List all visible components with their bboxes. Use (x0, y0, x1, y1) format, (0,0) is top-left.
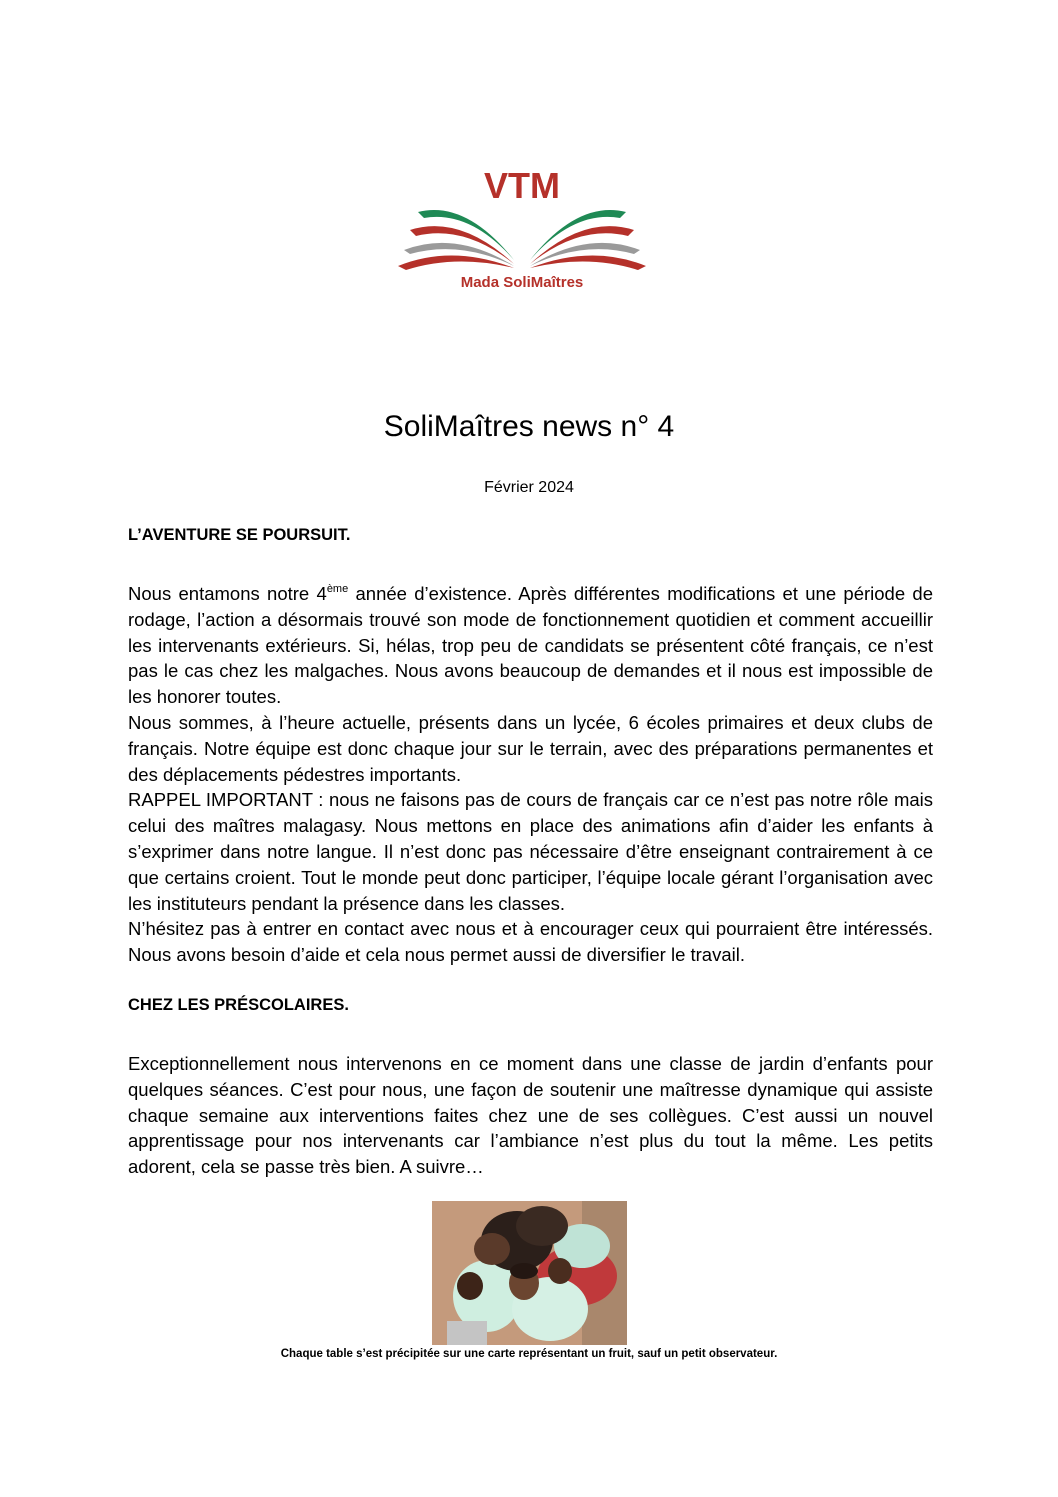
photo-caption: Chaque table s’est précipitée sur une carte représentant un fruit, sauf un petit observateur. (280, 1348, 778, 1360)
section-preschool (128, 996, 933, 1180)
section-heading: L’AVENTURE SE POURSUIT. (128, 526, 351, 544)
paragraph: N’hésitez pas à entrer en contact avec nous et à encourager ceux qui pourraient être intéressés. Nous avons besoin d’aide et cela nous permet aussi de diversifier le travail. (128, 918, 933, 966)
paragraph: Exceptionnellement nous intervenons en ce moment dans une classe de jardin d’enfants pour quelques séances. C’est pour nous, une façon de soutenir une maîtresse dynamique qui assiste chaque semaine aux interventions faites chez une de ses collègues. C’est aussi un nouvel apprentissage pour nos intervenants car l’ambiance n’est plus du tout la même. Les petits adorent, cela se passe très bien. A suivre… (128, 1053, 933, 1178)
section-heading: CHEZ LES PRÉSCOLAIRES. (128, 996, 349, 1014)
logo-name: VTM (484, 165, 560, 206)
section-adventure (128, 526, 933, 968)
section-body (128, 581, 933, 968)
children-photo (432, 1201, 627, 1345)
newsletter-date: Février 2024 (484, 479, 574, 496)
vtm-logo (396, 160, 648, 290)
logo-subtitle: Mada SoliMaîtres (460, 274, 584, 290)
paragraph: Nous entamons notre 4ème année d’existence. Après différentes modifications et une période de rodage, l’action a désormais trouvé son mode de fonctionnement quotidien et comment accueillir les intervenants extérieurs. Si, hélas, trop peu de candidats se présentent côté français, ce n’est pas le cas chez les malgaches. Nous avons beaucoup de demandes et il nous est impossible de les honorer toutes. (128, 583, 934, 708)
paragraph: Nous sommes, à l’heure actuelle, présents dans un lycée, 6 écoles primaires et deux clubs de français. Notre équipe est donc chaque jour sur le terrain, avec des préparations permanentes et des déplacements pédestres importants. (128, 711, 933, 785)
newsletter-title: SoliMaîtres news n° 4 (383, 410, 675, 443)
paragraph: RAPPEL IMPORTANT : nous ne faisons pas de cours de français car ce n’est pas notre rôle mais celui des maîtres malagasy. Nous mettons en place des animations afin d’aider les enfants à s’exprimer dans notre langue. Il n’est donc pas nécessaire d’être enseignant contrairement à ce que certains croient. Tout le monde peut donc participer, l’équipe locale gérant l’organisation avec les instituteurs pendant la présence dans les classes. (128, 789, 933, 914)
superscript: ème (326, 583, 349, 595)
section-body (128, 1051, 933, 1180)
